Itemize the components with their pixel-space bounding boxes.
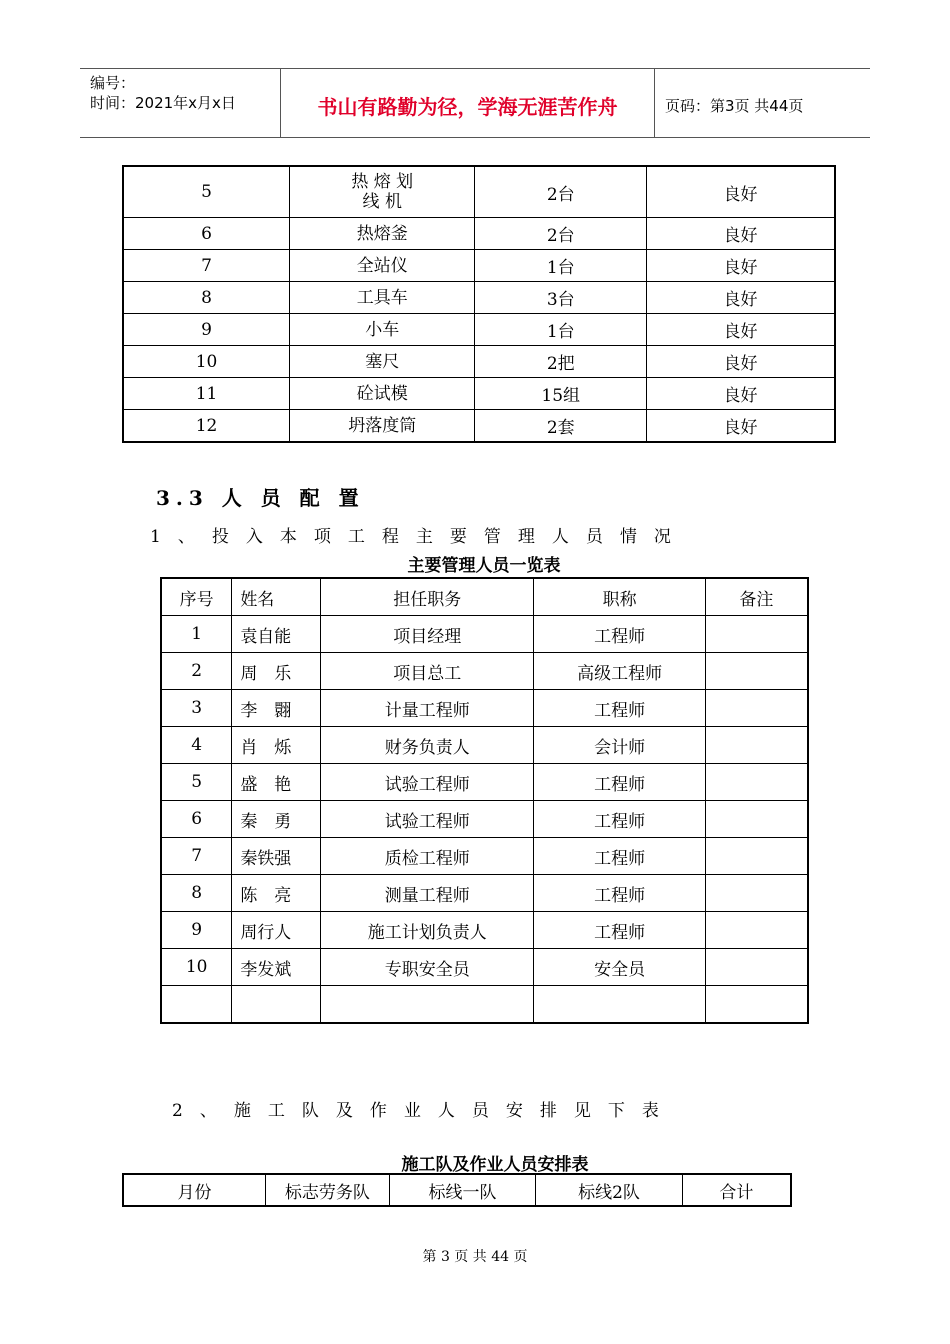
table-cell-name: 秦 勇 bbox=[232, 801, 321, 838]
table-cell-note bbox=[705, 727, 808, 764]
table-cell-role: 质检工程师 bbox=[321, 838, 534, 875]
table-cell-qty: 2把 bbox=[475, 346, 647, 378]
crew-table bbox=[122, 1173, 792, 1207]
table-row bbox=[161, 875, 808, 912]
table-cell-name: 周行人 bbox=[232, 912, 321, 949]
table-cell-no: 5 bbox=[123, 166, 290, 218]
table-cell-status: 良好 bbox=[647, 314, 836, 346]
table-cell-no: 7 bbox=[123, 250, 290, 282]
header-divider bbox=[654, 69, 655, 137]
table-row bbox=[123, 410, 835, 443]
table-row bbox=[123, 166, 835, 218]
subsection-heading-1: 1、投入本项工程主要管理人员情况 bbox=[150, 527, 688, 547]
table-cell-note bbox=[705, 875, 808, 912]
table-cell-no: 8 bbox=[123, 282, 290, 314]
table-cell-title: 工程师 bbox=[534, 690, 705, 727]
table-cell-name bbox=[232, 986, 321, 1024]
table-cell-note bbox=[705, 690, 808, 727]
table-cell-no: 7 bbox=[161, 838, 232, 875]
table-cell-note bbox=[705, 986, 808, 1024]
table-cell-name: 砼试模 bbox=[290, 378, 475, 410]
table-cell-qty: 2台 bbox=[475, 218, 647, 250]
table-row bbox=[161, 986, 808, 1024]
table-row bbox=[161, 801, 808, 838]
table-cell-title: 工程师 bbox=[534, 838, 705, 875]
table-cell-role: 项目经理 bbox=[321, 616, 534, 653]
header-cell: 职称 bbox=[534, 578, 705, 616]
table-row bbox=[123, 378, 835, 410]
table-row bbox=[161, 616, 808, 653]
table-cell-note bbox=[705, 801, 808, 838]
crew-header-row bbox=[123, 1174, 791, 1206]
table-cell-title: 安全员 bbox=[534, 949, 705, 986]
header-cell: 担任职务 bbox=[321, 578, 534, 616]
table-cell-name: 周 乐 bbox=[232, 653, 321, 690]
table-cell-role: 测量工程师 bbox=[321, 875, 534, 912]
table-row bbox=[123, 218, 835, 250]
table-cell-name: 陈 亮 bbox=[232, 875, 321, 912]
staff-table-caption: 主要管理人员一览表 bbox=[407, 556, 561, 576]
page-header bbox=[80, 68, 870, 138]
table-cell-role: 试验工程师 bbox=[321, 764, 534, 801]
header-motto: 书山有路勤为径，学海无涯苦作舟 bbox=[317, 95, 618, 119]
table-cell-role: 施工计划负责人 bbox=[321, 912, 534, 949]
table-cell-qty: 15组 bbox=[475, 378, 647, 410]
table-cell-no: 9 bbox=[123, 314, 290, 346]
header-page-label: 页码：第3页 共44页 bbox=[665, 97, 804, 115]
table-cell-note bbox=[705, 764, 808, 801]
crew-table-caption: 施工队及作业人员安排表 bbox=[401, 1155, 589, 1175]
table-cell-no: 5 bbox=[161, 764, 232, 801]
table-cell-name: 李 翾 bbox=[232, 690, 321, 727]
staff-header-row bbox=[161, 578, 808, 616]
table-cell-qty: 2台 bbox=[475, 166, 647, 218]
table-cell-status: 良好 bbox=[647, 378, 836, 410]
header-cell: 序号 bbox=[161, 578, 232, 616]
table-cell-note bbox=[705, 838, 808, 875]
table-cell-no: 3 bbox=[161, 690, 232, 727]
table-row bbox=[161, 690, 808, 727]
table-cell-role: 专职安全员 bbox=[321, 949, 534, 986]
table-cell-name: 坍落度筒 bbox=[290, 410, 475, 443]
staff-table bbox=[160, 577, 809, 1024]
page-footer: 第 3 页 共 44 页 bbox=[422, 1249, 528, 1265]
table-cell-name: 袁自能 bbox=[232, 616, 321, 653]
table-cell-name: 盛 艳 bbox=[232, 764, 321, 801]
table-cell-name: 肖 烁 bbox=[232, 727, 321, 764]
number-label: 编号： bbox=[90, 74, 136, 92]
table-row bbox=[161, 949, 808, 986]
table-row bbox=[161, 653, 808, 690]
table-cell-title: 高级工程师 bbox=[534, 653, 705, 690]
table-cell-name: 小车 bbox=[290, 314, 475, 346]
table-cell-note bbox=[705, 653, 808, 690]
table-cell-title: 工程师 bbox=[534, 912, 705, 949]
table-cell-title: 工程师 bbox=[534, 875, 705, 912]
table-cell-status: 良好 bbox=[647, 250, 836, 282]
table-cell-note bbox=[705, 949, 808, 986]
table-cell-status: 良好 bbox=[647, 346, 836, 378]
table-cell-role: 项目总工 bbox=[321, 653, 534, 690]
table-cell-name: 李发斌 bbox=[232, 949, 321, 986]
table-cell-role: 计量工程师 bbox=[321, 690, 534, 727]
table-row bbox=[161, 727, 808, 764]
table-cell-no: 10 bbox=[161, 949, 232, 986]
table-cell-qty: 1台 bbox=[475, 314, 647, 346]
subsection-heading-2: 2、施工队及作业人员安排见下表 bbox=[172, 1101, 676, 1121]
header-cell: 备注 bbox=[705, 578, 808, 616]
table-row bbox=[161, 912, 808, 949]
table-cell-status: 良好 bbox=[647, 218, 836, 250]
table-row bbox=[161, 764, 808, 801]
table-cell-no: 4 bbox=[161, 727, 232, 764]
table-cell-title: 会计师 bbox=[534, 727, 705, 764]
table-cell-status: 良好 bbox=[647, 166, 836, 218]
table-cell-qty: 2套 bbox=[475, 410, 647, 443]
table-cell-title: 工程师 bbox=[534, 764, 705, 801]
section-title: 3.3 人 员 配 置 bbox=[156, 486, 365, 510]
header-cell: 月份 bbox=[123, 1174, 266, 1206]
table-row bbox=[123, 346, 835, 378]
table-cell-note bbox=[705, 912, 808, 949]
header-cell: 合计 bbox=[682, 1174, 791, 1206]
header-info bbox=[80, 69, 280, 137]
table-cell-name: 全站仪 bbox=[290, 250, 475, 282]
table-row bbox=[161, 838, 808, 875]
table-cell-title bbox=[534, 986, 705, 1024]
table-cell-title: 工程师 bbox=[534, 616, 705, 653]
header-cell: 标志劳务队 bbox=[266, 1174, 390, 1206]
table-cell-no bbox=[161, 986, 232, 1024]
table-cell-name: 热熔釜 bbox=[290, 218, 475, 250]
table-cell-name: 秦铁强 bbox=[232, 838, 321, 875]
table-cell-role: 试验工程师 bbox=[321, 801, 534, 838]
table-cell-no: 6 bbox=[123, 218, 290, 250]
table-cell-no: 6 bbox=[161, 801, 232, 838]
table-cell-role bbox=[321, 986, 534, 1024]
table-row bbox=[123, 314, 835, 346]
time-label: 时间：2021年x月x日 bbox=[90, 94, 236, 112]
table-row bbox=[123, 250, 835, 282]
table-cell-no: 10 bbox=[123, 346, 290, 378]
header-cell: 标线2队 bbox=[536, 1174, 683, 1206]
table-cell-no: 11 bbox=[123, 378, 290, 410]
table-cell-status: 良好 bbox=[647, 410, 836, 443]
table-cell-no: 9 bbox=[161, 912, 232, 949]
table-cell-no: 1 bbox=[161, 616, 232, 653]
table-cell-qty: 3台 bbox=[475, 282, 647, 314]
table-cell-no: 12 bbox=[123, 410, 290, 443]
table-cell-no: 8 bbox=[161, 875, 232, 912]
equipment-table bbox=[122, 165, 836, 443]
table-cell-role: 财务负责人 bbox=[321, 727, 534, 764]
header-cell: 标线一队 bbox=[389, 1174, 536, 1206]
table-cell-note bbox=[705, 616, 808, 653]
table-cell-name: 热 熔 划 线 机 bbox=[290, 166, 475, 218]
table-cell-qty: 1台 bbox=[475, 250, 647, 282]
table-cell-title: 工程师 bbox=[534, 801, 705, 838]
table-cell-status: 良好 bbox=[647, 282, 836, 314]
table-row bbox=[123, 282, 835, 314]
table-cell-name: 塞尺 bbox=[290, 346, 475, 378]
table-cell-no: 2 bbox=[161, 653, 232, 690]
table-cell-name: 工具车 bbox=[290, 282, 475, 314]
header-cell: 姓名 bbox=[232, 578, 321, 616]
